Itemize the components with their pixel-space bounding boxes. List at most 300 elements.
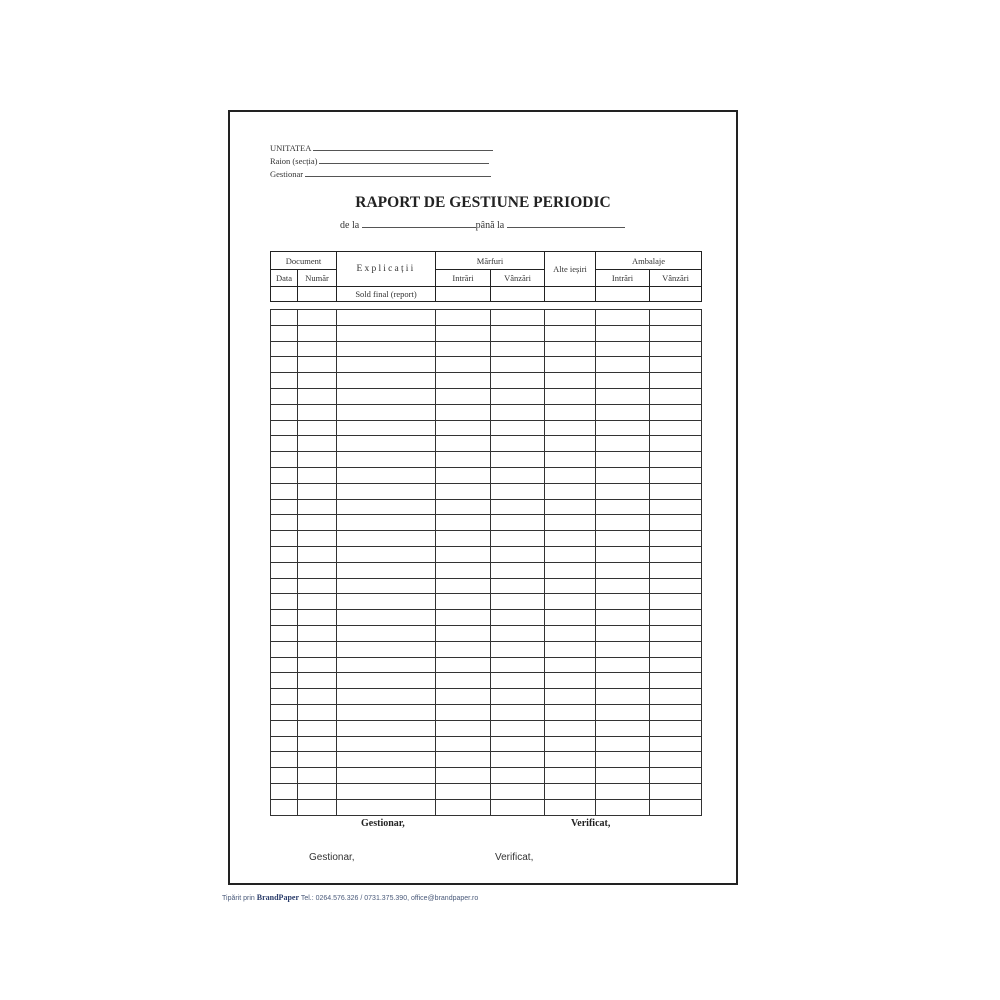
entry-cell[interactable] xyxy=(491,704,545,720)
gestionar-field[interactable] xyxy=(270,169,491,179)
entry-cell[interactable] xyxy=(436,452,491,468)
entry-cell[interactable] xyxy=(491,404,545,420)
entry-cell[interactable] xyxy=(298,357,337,373)
entry-cell[interactable] xyxy=(337,768,436,784)
entry-cell[interactable] xyxy=(271,799,298,815)
entry-cell[interactable] xyxy=(271,499,298,515)
entry-cell[interactable] xyxy=(596,704,650,720)
entry-cell[interactable] xyxy=(545,531,596,547)
entry-cell[interactable] xyxy=(298,610,337,626)
entry-cell[interactable] xyxy=(650,594,702,610)
table-row xyxy=(271,610,702,626)
entry-cell[interactable] xyxy=(596,736,650,752)
entry-cell[interactable] xyxy=(596,357,650,373)
entry-cell[interactable] xyxy=(545,704,596,720)
entry-cell[interactable] xyxy=(596,325,650,341)
entry-cell[interactable] xyxy=(298,704,337,720)
entry-cell[interactable] xyxy=(650,531,702,547)
entry-cell[interactable] xyxy=(545,673,596,689)
entry-cell[interactable] xyxy=(491,594,545,610)
entry-cell[interactable] xyxy=(271,325,298,341)
entry-cell[interactable] xyxy=(271,310,298,326)
sold-numar-cell[interactable] xyxy=(298,287,337,302)
entry-cell[interactable] xyxy=(545,783,596,799)
entry-cell[interactable] xyxy=(436,499,491,515)
entry-cell[interactable] xyxy=(337,689,436,705)
entry-cell[interactable] xyxy=(650,436,702,452)
entry-cell[interactable] xyxy=(650,404,702,420)
entry-cell[interactable] xyxy=(545,641,596,657)
entry-cell[interactable] xyxy=(298,420,337,436)
entry-cell[interactable] xyxy=(298,657,337,673)
entry-cell[interactable] xyxy=(650,341,702,357)
entry-cell[interactable] xyxy=(545,310,596,326)
entry-cell[interactable] xyxy=(596,310,650,326)
entry-cell[interactable] xyxy=(650,704,702,720)
entry-cell[interactable] xyxy=(271,736,298,752)
entry-cell[interactable] xyxy=(337,341,436,357)
entry-cell[interactable] xyxy=(650,768,702,784)
entry-cell[interactable] xyxy=(596,499,650,515)
entry-cell[interactable] xyxy=(491,768,545,784)
entry-cell[interactable] xyxy=(298,467,337,483)
unitatea-blank-line xyxy=(313,149,493,151)
entry-cell[interactable] xyxy=(337,736,436,752)
entry-cell[interactable] xyxy=(298,452,337,468)
sold-label: Sold final (report) xyxy=(337,287,436,302)
entry-cell[interactable] xyxy=(545,483,596,499)
entry-cell[interactable] xyxy=(596,515,650,531)
entry-cell[interactable] xyxy=(596,531,650,547)
entry-cell[interactable] xyxy=(298,373,337,389)
entry-cell[interactable] xyxy=(491,388,545,404)
entry-cell[interactable] xyxy=(298,720,337,736)
entry-cell[interactable] xyxy=(650,388,702,404)
entry-cell[interactable] xyxy=(337,373,436,389)
entry-cell[interactable] xyxy=(436,625,491,641)
entry-cell[interactable] xyxy=(337,578,436,594)
entry-cell[interactable] xyxy=(491,783,545,799)
entry-cell[interactable] xyxy=(298,404,337,420)
entry-cell[interactable] xyxy=(650,310,702,326)
entry-cell[interactable] xyxy=(337,799,436,815)
entry-cell[interactable] xyxy=(298,515,337,531)
entry-cell[interactable] xyxy=(596,452,650,468)
entry-cell[interactable] xyxy=(298,752,337,768)
entry-cell[interactable] xyxy=(271,641,298,657)
entry-cell[interactable] xyxy=(337,641,436,657)
entry-cell[interactable] xyxy=(596,657,650,673)
entry-cell[interactable] xyxy=(271,404,298,420)
entry-cell[interactable] xyxy=(436,546,491,562)
entry-cell[interactable] xyxy=(545,546,596,562)
entry-cell[interactable] xyxy=(337,404,436,420)
entry-cell[interactable] xyxy=(491,531,545,547)
entry-cell[interactable] xyxy=(545,420,596,436)
entry-cell[interactable] xyxy=(298,783,337,799)
entry-cell[interactable] xyxy=(650,689,702,705)
entry-cell[interactable] xyxy=(436,373,491,389)
entry-cell[interactable] xyxy=(298,625,337,641)
table-row xyxy=(271,546,702,562)
period-from-label: de la xyxy=(340,220,360,231)
entry-cell[interactable] xyxy=(545,689,596,705)
entry-cell[interactable] xyxy=(596,610,650,626)
entry-cell[interactable] xyxy=(436,436,491,452)
entry-cell[interactable] xyxy=(298,341,337,357)
entry-cell[interactable] xyxy=(545,452,596,468)
entry-cell[interactable] xyxy=(545,515,596,531)
entry-cell[interactable] xyxy=(650,325,702,341)
entry-cell[interactable] xyxy=(596,578,650,594)
entry-cell[interactable] xyxy=(491,689,545,705)
col-marfuri: Mărfuri xyxy=(436,252,545,270)
entry-cell[interactable] xyxy=(337,657,436,673)
entry-cell[interactable] xyxy=(491,720,545,736)
entry-cell[interactable] xyxy=(596,404,650,420)
entry-cell[interactable] xyxy=(545,752,596,768)
entry-cell[interactable] xyxy=(596,641,650,657)
table-row xyxy=(271,752,702,768)
entry-cell[interactable] xyxy=(436,388,491,404)
entry-cell[interactable] xyxy=(491,562,545,578)
entry-cell[interactable] xyxy=(271,657,298,673)
entry-cell[interactable] xyxy=(271,546,298,562)
table-row xyxy=(271,783,702,799)
entry-cell[interactable] xyxy=(650,562,702,578)
entry-cell[interactable] xyxy=(298,436,337,452)
entry-cell[interactable] xyxy=(436,657,491,673)
entry-cell[interactable] xyxy=(436,420,491,436)
entry-cell[interactable] xyxy=(436,467,491,483)
entry-cell[interactable] xyxy=(491,499,545,515)
entry-cell[interactable] xyxy=(436,357,491,373)
entry-cell[interactable] xyxy=(271,388,298,404)
table-row xyxy=(271,388,702,404)
entry-cell[interactable] xyxy=(298,578,337,594)
entry-cell[interactable] xyxy=(436,752,491,768)
printer-footer xyxy=(222,893,478,902)
entry-cell[interactable] xyxy=(337,515,436,531)
entry-cell[interactable] xyxy=(650,499,702,515)
entry-cell[interactable] xyxy=(491,578,545,594)
entry-cell[interactable] xyxy=(491,610,545,626)
entry-cell[interactable] xyxy=(271,515,298,531)
entry-cell[interactable] xyxy=(298,641,337,657)
entry-cell[interactable] xyxy=(491,515,545,531)
entry-cell[interactable] xyxy=(271,420,298,436)
entry-cell[interactable] xyxy=(271,625,298,641)
entry-cell[interactable] xyxy=(271,436,298,452)
entry-cell[interactable] xyxy=(650,373,702,389)
raion-field[interactable] xyxy=(270,156,489,166)
entry-cell[interactable] xyxy=(298,499,337,515)
unitatea-field[interactable] xyxy=(270,143,493,153)
entry-cell[interactable] xyxy=(596,341,650,357)
raion-blank-line xyxy=(319,162,489,164)
entry-cell[interactable] xyxy=(650,657,702,673)
entry-cell[interactable] xyxy=(596,752,650,768)
entry-cell[interactable] xyxy=(436,404,491,420)
entry-cell[interactable] xyxy=(436,720,491,736)
entry-cell[interactable] xyxy=(545,341,596,357)
entry-cell[interactable] xyxy=(271,752,298,768)
entry-cell[interactable] xyxy=(650,783,702,799)
entry-cell[interactable] xyxy=(337,562,436,578)
sold-ambalaje-vanzari-cell[interactable] xyxy=(650,287,702,302)
col-ambalaje-vanzari: Vânzări xyxy=(650,270,702,287)
entry-cell[interactable] xyxy=(337,467,436,483)
entry-cell[interactable] xyxy=(596,689,650,705)
entry-cell[interactable] xyxy=(337,531,436,547)
entry-cell[interactable] xyxy=(650,357,702,373)
entry-cell[interactable] xyxy=(596,673,650,689)
entry-cell[interactable] xyxy=(298,562,337,578)
entry-cell[interactable] xyxy=(650,752,702,768)
entry-cell[interactable] xyxy=(650,467,702,483)
entry-cell[interactable] xyxy=(491,736,545,752)
entry-cell[interactable] xyxy=(491,467,545,483)
entry-cell[interactable] xyxy=(545,388,596,404)
table-row xyxy=(271,720,702,736)
brand-logo: BrandPaper xyxy=(256,893,299,902)
entry-cell[interactable] xyxy=(650,720,702,736)
entry-cell[interactable] xyxy=(650,452,702,468)
entry-cell[interactable] xyxy=(545,325,596,341)
sold-data-cell[interactable] xyxy=(271,287,298,302)
entry-cell[interactable] xyxy=(298,483,337,499)
entry-cell[interactable] xyxy=(271,531,298,547)
entry-cell[interactable] xyxy=(650,799,702,815)
entry-cell[interactable] xyxy=(271,704,298,720)
entry-cell[interactable] xyxy=(436,768,491,784)
entry-cell[interactable] xyxy=(298,689,337,705)
entry-cell[interactable] xyxy=(271,452,298,468)
entry-cell[interactable] xyxy=(650,641,702,657)
entry-cell[interactable] xyxy=(596,783,650,799)
entry-cell[interactable] xyxy=(337,483,436,499)
entry-cell[interactable] xyxy=(337,420,436,436)
entry-cell[interactable] xyxy=(337,704,436,720)
entry-cell[interactable] xyxy=(271,357,298,373)
entry-cell[interactable] xyxy=(436,531,491,547)
entry-cell[interactable] xyxy=(650,578,702,594)
entry-cell[interactable] xyxy=(545,610,596,626)
entry-cell[interactable] xyxy=(436,515,491,531)
sold-alte-iesiri-cell[interactable] xyxy=(545,287,596,302)
entry-cell[interactable] xyxy=(337,783,436,799)
entry-cell[interactable] xyxy=(271,594,298,610)
entry-cell[interactable] xyxy=(298,531,337,547)
sold-marfuri-intrari-cell[interactable] xyxy=(436,287,491,302)
entry-cell[interactable] xyxy=(271,562,298,578)
table-row xyxy=(271,436,702,452)
entry-cell[interactable] xyxy=(596,720,650,736)
entry-cell[interactable] xyxy=(650,610,702,626)
entry-cell[interactable] xyxy=(271,768,298,784)
entry-cell[interactable] xyxy=(491,436,545,452)
entry-cell[interactable] xyxy=(596,436,650,452)
entry-cell[interactable] xyxy=(491,325,545,341)
entry-cell[interactable] xyxy=(436,594,491,610)
footer-printed-by: Tipărit prin xyxy=(222,895,255,902)
entry-cell[interactable] xyxy=(545,436,596,452)
entry-cell[interactable] xyxy=(271,610,298,626)
entry-cell[interactable] xyxy=(298,768,337,784)
table-header xyxy=(270,251,702,302)
entry-cell[interactable] xyxy=(271,673,298,689)
table-row xyxy=(271,499,702,515)
entry-cell[interactable] xyxy=(436,310,491,326)
entry-cell[interactable] xyxy=(596,483,650,499)
entry-cell[interactable] xyxy=(545,625,596,641)
entry-cell[interactable] xyxy=(650,420,702,436)
entry-cell[interactable] xyxy=(545,562,596,578)
entry-cell[interactable] xyxy=(436,483,491,499)
entry-cell[interactable] xyxy=(491,657,545,673)
entry-cell[interactable] xyxy=(298,736,337,752)
entry-cell[interactable] xyxy=(337,310,436,326)
entry-cell[interactable] xyxy=(436,341,491,357)
entry-cell[interactable] xyxy=(545,373,596,389)
col-data: Data xyxy=(271,270,298,287)
entry-cell[interactable] xyxy=(436,783,491,799)
entry-cell[interactable] xyxy=(436,736,491,752)
entry-cell[interactable] xyxy=(271,341,298,357)
entry-cell[interactable] xyxy=(337,673,436,689)
entry-cell[interactable] xyxy=(491,799,545,815)
entry-cell[interactable] xyxy=(596,388,650,404)
entry-cell[interactable] xyxy=(491,546,545,562)
entry-cell[interactable] xyxy=(337,452,436,468)
entry-cell[interactable] xyxy=(545,720,596,736)
entry-cell[interactable] xyxy=(337,388,436,404)
entry-cell[interactable] xyxy=(436,610,491,626)
entry-cell[interactable] xyxy=(491,752,545,768)
entry-cell[interactable] xyxy=(436,799,491,815)
table-row xyxy=(271,310,702,326)
entry-cell[interactable] xyxy=(491,310,545,326)
period-to-label: până la xyxy=(475,220,505,231)
period-to-field[interactable] xyxy=(507,226,625,228)
entry-cell[interactable] xyxy=(271,373,298,389)
signature-gestionar: Gestionar, xyxy=(309,852,355,863)
entry-cell[interactable] xyxy=(650,546,702,562)
entry-cell[interactable] xyxy=(491,341,545,357)
entry-cell[interactable] xyxy=(337,546,436,562)
entry-cell[interactable] xyxy=(596,373,650,389)
table-row xyxy=(271,578,702,594)
entry-cell[interactable] xyxy=(436,704,491,720)
entry-cell[interactable] xyxy=(271,783,298,799)
entry-cell[interactable] xyxy=(596,420,650,436)
table-row xyxy=(271,467,702,483)
entry-cell[interactable] xyxy=(271,720,298,736)
entry-cell[interactable] xyxy=(298,546,337,562)
entry-cell[interactable] xyxy=(491,641,545,657)
entry-cell[interactable] xyxy=(596,768,650,784)
entry-cell[interactable] xyxy=(491,625,545,641)
entry-cell[interactable] xyxy=(596,799,650,815)
entry-cell[interactable] xyxy=(491,483,545,499)
entry-cell[interactable] xyxy=(545,578,596,594)
entry-cell[interactable] xyxy=(436,673,491,689)
entry-cell[interactable] xyxy=(545,467,596,483)
entry-cell[interactable] xyxy=(545,736,596,752)
entry-cell[interactable] xyxy=(545,768,596,784)
entry-cell[interactable] xyxy=(337,594,436,610)
sold-ambalaje-intrari-cell[interactable] xyxy=(596,287,650,302)
entry-cell[interactable] xyxy=(298,594,337,610)
entry-cell[interactable] xyxy=(545,799,596,815)
entry-cell[interactable] xyxy=(436,641,491,657)
entry-cell[interactable] xyxy=(337,720,436,736)
sold-marfuri-vanzari-cell[interactable] xyxy=(491,287,545,302)
entry-cell[interactable] xyxy=(650,673,702,689)
entry-cell[interactable] xyxy=(650,483,702,499)
table-row xyxy=(271,799,702,815)
entry-cell[interactable] xyxy=(596,625,650,641)
entry-cell[interactable] xyxy=(337,357,436,373)
entry-cell[interactable] xyxy=(337,325,436,341)
entry-cell[interactable] xyxy=(491,357,545,373)
entry-cell[interactable] xyxy=(650,736,702,752)
signature-gestionar-bold: Gestionar, xyxy=(361,818,405,829)
entry-cell[interactable] xyxy=(337,499,436,515)
entry-cell[interactable] xyxy=(545,594,596,610)
entry-cell[interactable] xyxy=(436,689,491,705)
entry-cell[interactable] xyxy=(337,752,436,768)
period-from-field[interactable] xyxy=(362,226,476,228)
entry-cell[interactable] xyxy=(298,310,337,326)
entry-cell[interactable] xyxy=(337,625,436,641)
entry-cell[interactable] xyxy=(337,436,436,452)
entry-cell[interactable] xyxy=(545,657,596,673)
entry-cell[interactable] xyxy=(298,325,337,341)
table-row xyxy=(271,625,702,641)
entry-cell[interactable] xyxy=(271,689,298,705)
entry-cell[interactable] xyxy=(436,578,491,594)
entry-cell[interactable] xyxy=(596,546,650,562)
entry-cell[interactable] xyxy=(491,673,545,689)
entry-cell[interactable] xyxy=(436,562,491,578)
col-numar: Număr xyxy=(298,270,337,287)
entry-cell[interactable] xyxy=(298,673,337,689)
entry-cell[interactable] xyxy=(545,357,596,373)
entry-cell[interactable] xyxy=(596,467,650,483)
entry-cell[interactable] xyxy=(436,325,491,341)
entry-cell[interactable] xyxy=(545,499,596,515)
entry-cell[interactable] xyxy=(271,483,298,499)
entry-cell[interactable] xyxy=(491,420,545,436)
entry-cell[interactable] xyxy=(337,610,436,626)
col-document: Document xyxy=(271,252,337,270)
entry-cell[interactable] xyxy=(650,625,702,641)
entry-cell[interactable] xyxy=(545,404,596,420)
col-marfuri-intrari: Intrări xyxy=(436,270,491,287)
entry-cell[interactable] xyxy=(271,467,298,483)
entry-cell[interactable] xyxy=(650,515,702,531)
unitatea-label: UNITATEA xyxy=(270,143,312,153)
entry-cell[interactable] xyxy=(271,578,298,594)
entry-cell[interactable] xyxy=(298,799,337,815)
entry-cell[interactable] xyxy=(491,452,545,468)
entry-cell[interactable] xyxy=(491,373,545,389)
entry-cell[interactable] xyxy=(298,388,337,404)
table-row xyxy=(271,452,702,468)
entry-cell[interactable] xyxy=(596,594,650,610)
entry-cell[interactable] xyxy=(596,562,650,578)
